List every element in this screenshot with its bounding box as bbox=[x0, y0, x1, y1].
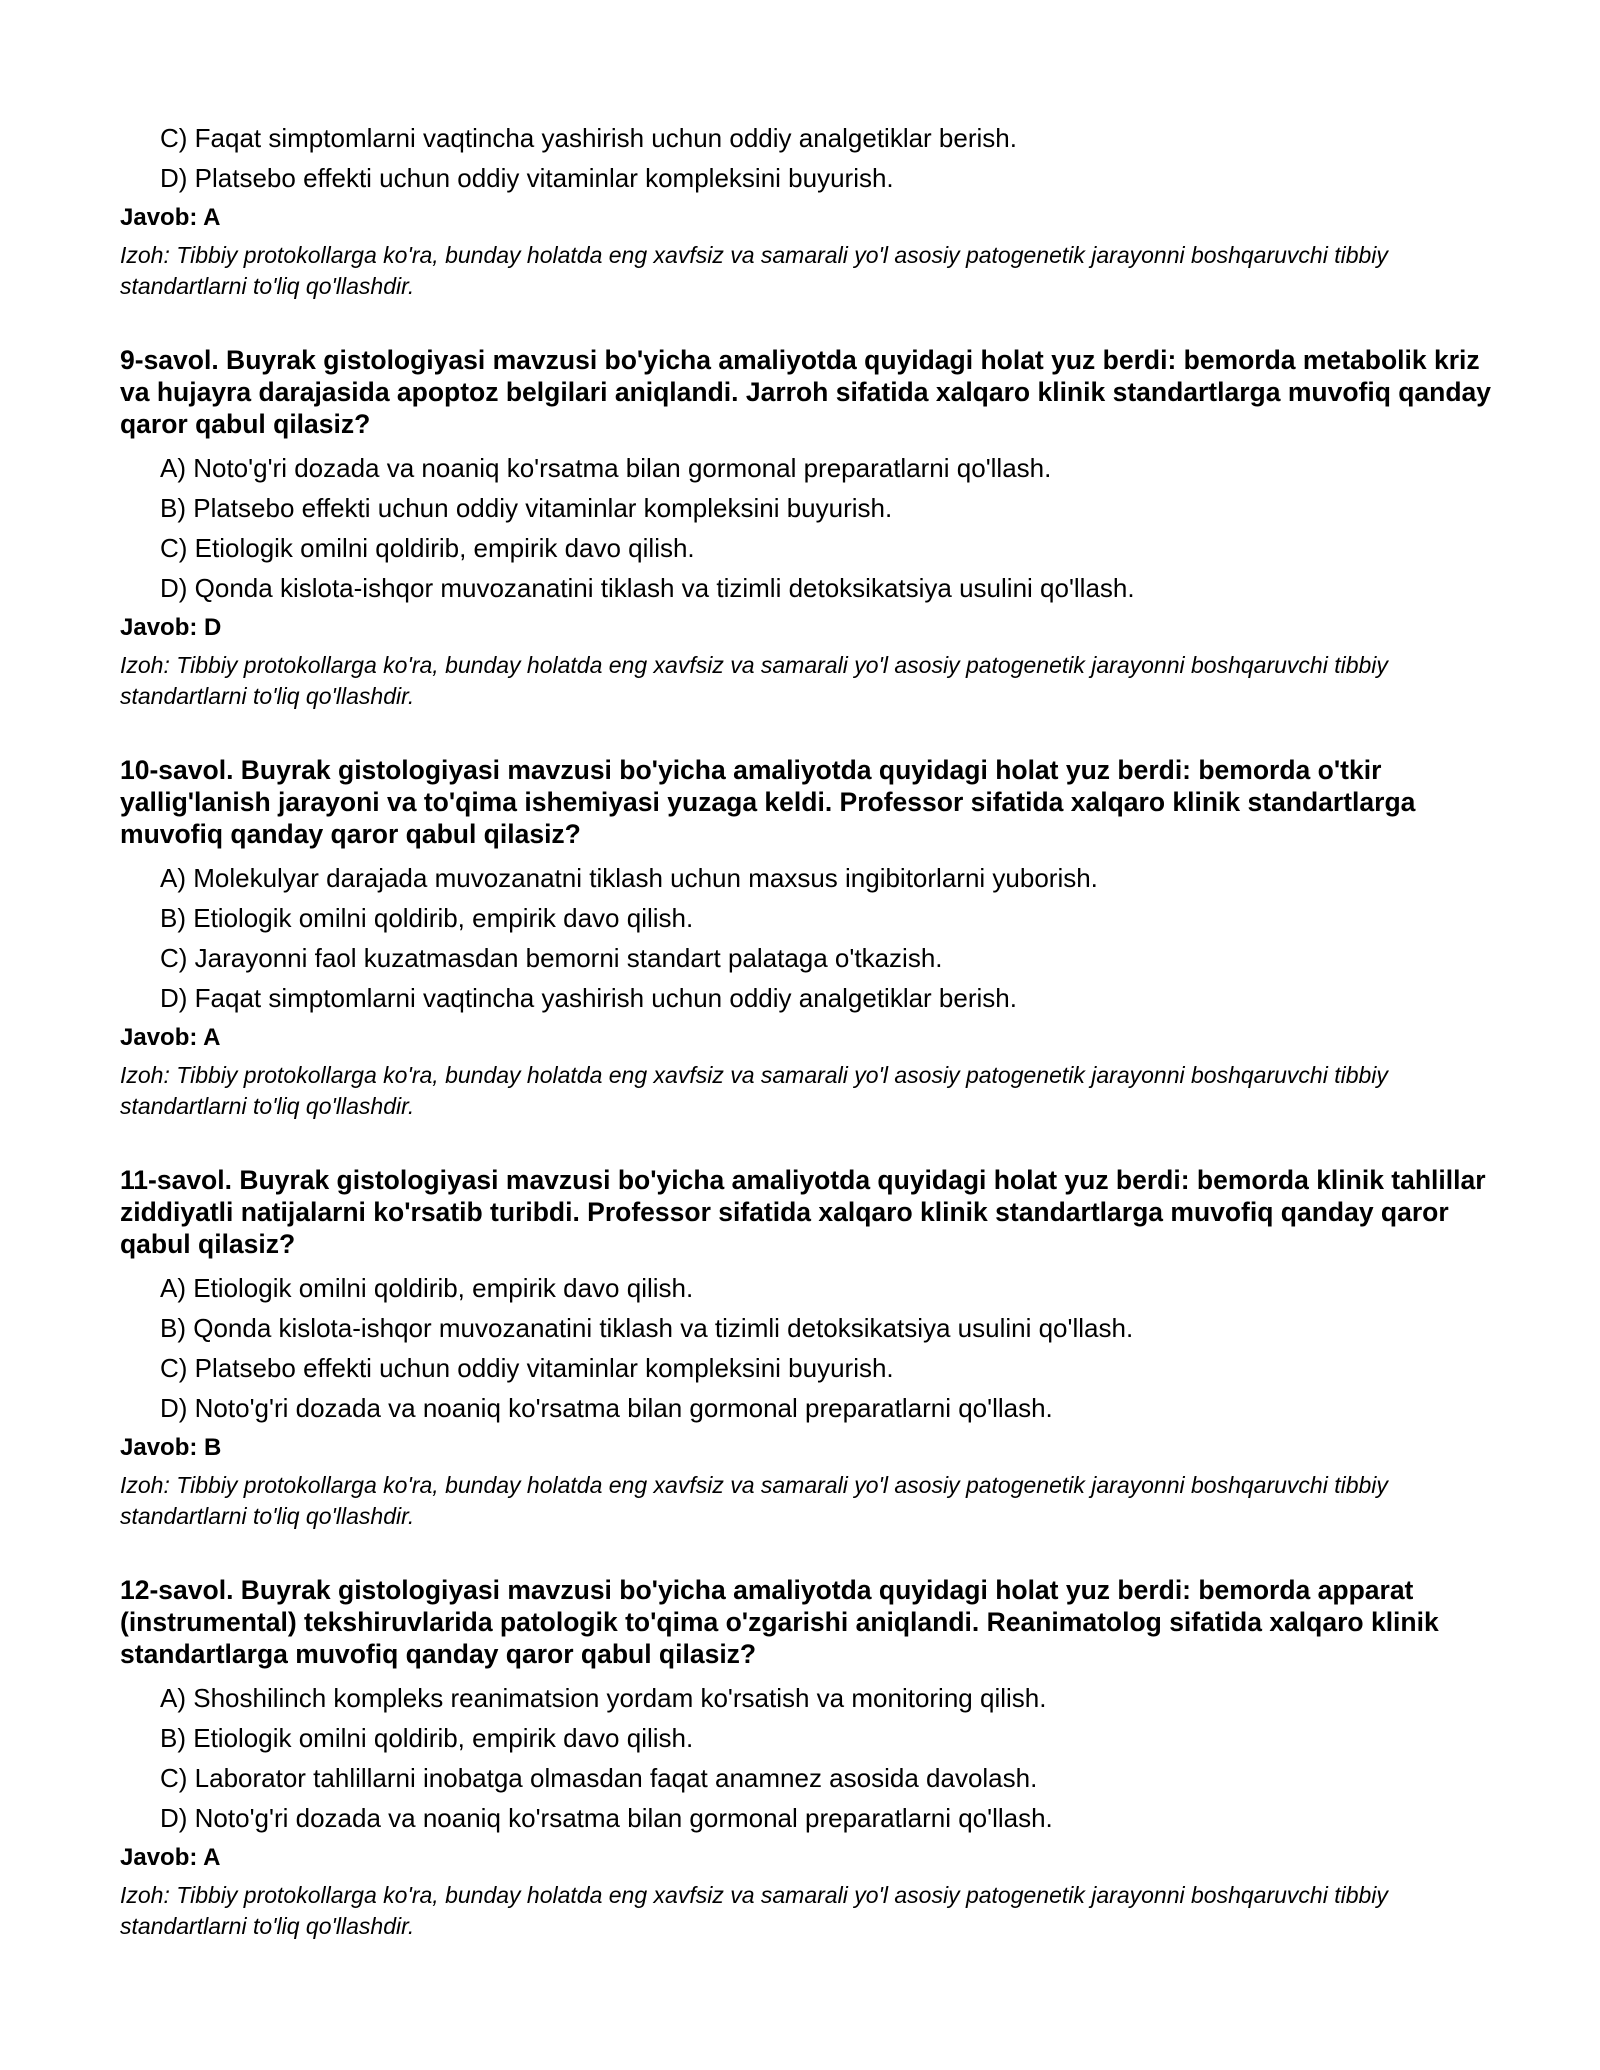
question-block-11 bbox=[120, 1164, 1500, 1532]
correct-answer: Javob: A bbox=[120, 1024, 221, 1051]
question-block-10 bbox=[120, 754, 1500, 1122]
explanation-note: Izoh: Tibbiy protokollarga ko'ra, bunday holatda eng xavfsiz va samarali yo'l asosiy patogenetik jarayonni boshqaruvchi tibbiy standartlarni to'liq qo'llashdir. bbox=[120, 1882, 1388, 1939]
correct-answer: Javob: B bbox=[120, 1434, 222, 1461]
question-block-12 bbox=[120, 1574, 1500, 1942]
answer-option-c: C) Jarayonni faol kuzatmasdan bemorni standart palataga o'tkazish. bbox=[160, 943, 943, 973]
answer-option-a: A) Etiologik omilni qoldirib, empirik davo qilish. bbox=[160, 1273, 694, 1303]
correct-answer: Javob: D bbox=[120, 614, 222, 641]
answer-option-d: D) Platsebo effekti uchun oddiy vitaminlar kompleksini buyurish. bbox=[160, 163, 894, 193]
explanation-note: Izoh: Tibbiy protokollarga ko'ra, bunday holatda eng xavfsiz va samarali yo'l asosiy patogenetik jarayonni boshqaruvchi tibbiy standartlarni to'liq qo'llashdir. bbox=[120, 1062, 1388, 1119]
answer-option-d: D) Noto'g'ri dozada va noaniq ko'rsatma bilan gormonal preparatlarni qo'llash. bbox=[160, 1803, 1053, 1833]
answer-option-b: B) Qonda kislota-ishqor muvozanatini tiklash va tizimli detoksikatsiya usulini qo'llash. bbox=[160, 1313, 1134, 1343]
explanation-note: Izoh: Tibbiy protokollarga ko'ra, bunday holatda eng xavfsiz va samarali yo'l asosiy patogenetik jarayonni boshqaruvchi tibbiy standartlarni to'liq qo'llashdir. bbox=[120, 1472, 1388, 1529]
answer-option-c: C) Laborator tahlillarni inobatga olmasdan faqat anamnez asosida davolash. bbox=[160, 1763, 1038, 1793]
answer-option-d: D) Qonda kislota-ishqor muvozanatini tiklash va tizimli detoksikatsiya usulini qo'llash. bbox=[160, 573, 1135, 603]
answer-option-a: A) Noto'g'ri dozada va noaniq ko'rsatma bilan gormonal preparatlarni qo'llash. bbox=[160, 453, 1052, 483]
correct-answer: Javob: A bbox=[120, 204, 221, 231]
answer-option-a: A) Molekulyar darajada muvozanatni tiklash uchun maxsus ingibitorlarni yuborish. bbox=[160, 863, 1098, 893]
answer-option-a: A) Shoshilinch kompleks reanimatsion yordam ko'rsatish va monitoring qilish. bbox=[160, 1683, 1047, 1713]
answer-option-c: C) Faqat simptomlarni vaqtincha yashirish uchun oddiy analgetiklar berish. bbox=[160, 123, 1017, 153]
question-title: 12-savol. Buyrak gistologiyasi mavzusi bo'yicha amaliyotda quyidagi holat yuz berdi: bemorda apparat (instrumental) tekshiruvlarida patologik to'qima o'zgarishi aniqlandi. Reanimatolog sifatida xalqaro klinik standartlarga muvofiq qanday qaror qabul qilasiz? bbox=[120, 1575, 1439, 1669]
question-title: 10-savol. Buyrak gistologiyasi mavzusi bo'yicha amaliyotda quyidagi holat yuz berdi: bemorda o'tkir yallig'lanish jarayoni va to'qima ishemiyasi yuzaga keldi. Professor sifatida xalqaro klinik standartlarga muvofiq qanday qaror qabul qilasiz? bbox=[120, 755, 1416, 849]
question-block-9 bbox=[120, 344, 1500, 712]
answer-option-d: D) Noto'g'ri dozada va noaniq ko'rsatma bilan gormonal preparatlarni qo'llash. bbox=[160, 1393, 1053, 1423]
answer-option-b: B) Platsebo effekti uchun oddiy vitaminlar kompleksini buyurish. bbox=[160, 493, 893, 523]
question-fragment bbox=[120, 118, 1500, 302]
answer-option-d: D) Faqat simptomlarni vaqtincha yashirish uchun oddiy analgetiklar berish. bbox=[160, 983, 1017, 1013]
answer-option-c: C) Platsebo effekti uchun oddiy vitaminlar kompleksini buyurish. bbox=[160, 1353, 894, 1383]
question-title: 9-savol. Buyrak gistologiyasi mavzusi bo'yicha amaliyotda quyidagi holat yuz berdi: bemorda metabolik kriz va hujayra darajasida apoptoz belgilari aniqlandi. Jarroh sifatida xalqaro klinik standartlarga muvofiq qanday qaror qabul qilasiz? bbox=[120, 345, 1492, 439]
answer-option-b: B) Etiologik omilni qoldirib, empirik davo qilish. bbox=[160, 1723, 694, 1753]
explanation-note: Izoh: Tibbiy protokollarga ko'ra, bunday holatda eng xavfsiz va samarali yo'l asosiy patogenetik jarayonni boshqaruvchi tibbiy standartlarni to'liq qo'llashdir. bbox=[120, 652, 1388, 709]
explanation-note: Izoh: Tibbiy protokollarga ko'ra, bunday holatda eng xavfsiz va samarali yo'l asosiy patogenetik jarayonni boshqaruvchi tibbiy standartlarni to'liq qo'llashdir. bbox=[120, 242, 1388, 299]
document-page bbox=[120, 118, 1500, 1942]
correct-answer: Javob: A bbox=[120, 1844, 221, 1871]
answer-option-b: B) Etiologik omilni qoldirib, empirik davo qilish. bbox=[160, 903, 694, 933]
answer-option-c: C) Etiologik omilni qoldirib, empirik davo qilish. bbox=[160, 533, 695, 563]
question-title: 11-savol. Buyrak gistologiyasi mavzusi bo'yicha amaliyotda quyidagi holat yuz berdi: bemorda klinik tahlillar ziddiyatli natijalarni ko'rsatib turibdi. Professor sifatida xalqaro klinik standartlarga muvofiq qanday qaror qabul qilasiz? bbox=[120, 1165, 1486, 1259]
